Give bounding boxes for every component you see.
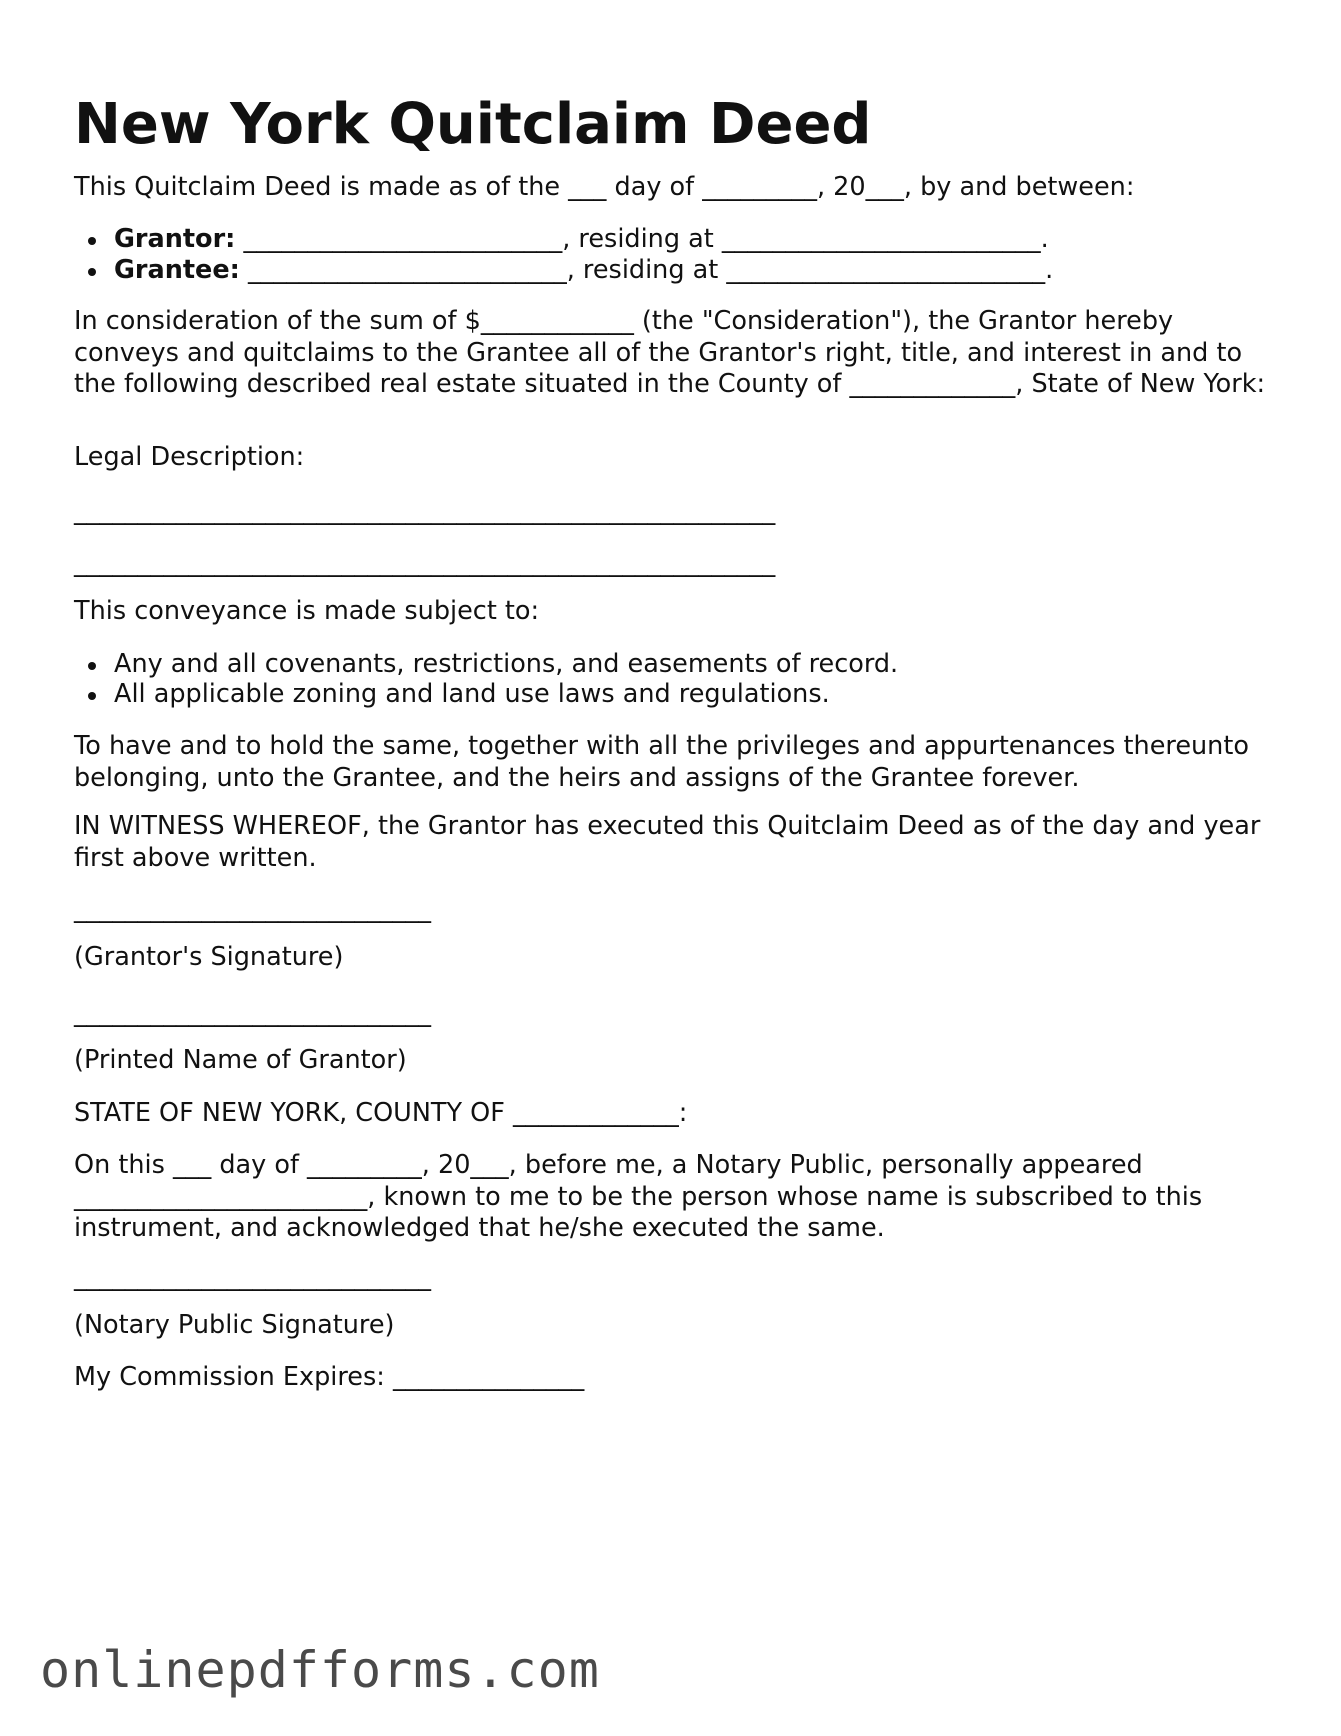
commission-expires: My Commission Expires: _______________ [74,1362,585,1392]
subject-to-item: All applicable zoning and land use laws and regulations. [114,679,830,709]
subject-to-intro: This conveyance is made subject to: [74,596,540,626]
document-title: New York Quitclaim Deed [74,92,872,157]
consideration-paragraph: In consideration of the sum of $____________ (the "Consideration"), the Grantor hereby conveys and quitclaims to the Grantee all of the Grantor's right, title, and interest in and to the following described real estate situated in the County of _____________, State of New York: [74,306,1266,399]
grantor-signature-label: (Grantor's Signature) [74,942,344,972]
watermark-text: onlinepdfforms.com [40,1641,600,1699]
legal-description-line-2: _______________________________________________________ [74,548,776,578]
grantor-list-item [114,224,1049,256]
grantor-name-label: (Printed Name of Grantor) [74,1045,407,1075]
subject-to-item: Any and all covenants, restrictions, and easements of record. [114,649,899,679]
grantor-fill-text: _________________________, residing at _________________________. [235,224,1049,254]
grantor-label: Grantor: [114,224,236,254]
witness-paragraph: IN WITNESS WHEREOF, the Grantor has executed this Quitclaim Deed as of the day and year first above written. [74,811,1261,873]
legal-description-line-1: _______________________________________________________ [74,496,776,526]
notary-signature-line: ____________________________ [74,1262,431,1292]
notary-acknowledgment-paragraph: On this ___ day of _________, 20___, before me, a Notary Public, personally appeared _______________________, known to me to be the person whose name is subscribed to this instrument, and acknowledged that he/she executed the same. [74,1150,1203,1243]
grantor-signature-line: ____________________________ [74,894,431,924]
intro-paragraph: This Quitclaim Deed is made as of the ___ day of _________, 20___, by and between: [74,172,1135,202]
legal-description-label: Legal Description: [74,442,305,472]
grantee-list-item [114,255,1053,287]
grantee-fill-text: _________________________, residing at _________________________. [239,255,1054,285]
notary-signature-label: (Notary Public Signature) [74,1310,395,1340]
notary-venue: STATE OF NEW YORK, COUNTY OF _____________: [74,1098,688,1128]
grantee-label: Grantee: [114,255,240,285]
grantor-name-line: ____________________________ [74,998,431,1028]
habendum-paragraph: To have and to hold the same, together with all the privileges and appurtenances thereunto belonging, unto the Grantee, and the heirs and assigns of the Grantee forever. [74,731,1249,793]
